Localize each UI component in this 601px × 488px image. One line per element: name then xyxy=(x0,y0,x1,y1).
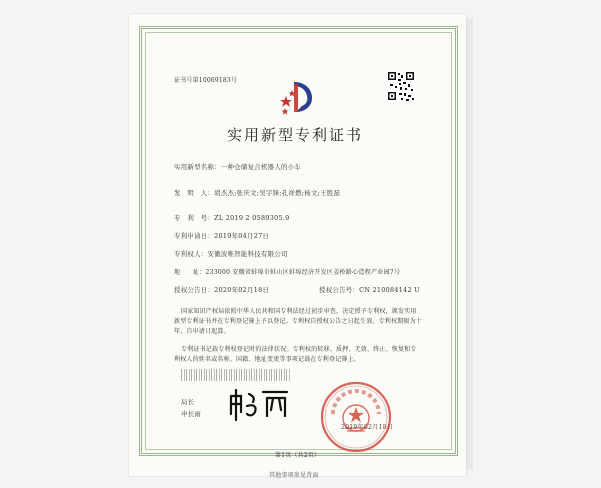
paragraph-line-4: 专利证书记载专利权登记时的法律状况。专利权的转移、质押、无效、终止、恢复和专 xyxy=(181,346,417,353)
field-patent-number: 专 利 号：ZL 2019 2 0589305.9 xyxy=(174,214,290,222)
cnipa-logo-icon xyxy=(276,76,320,120)
director-title: 局长 xyxy=(181,398,195,406)
paragraph-line-3: 年，自申请日起算。 xyxy=(174,328,230,335)
field-grant-date: 授权公告日：2020年02月18日 xyxy=(174,286,270,294)
official-seal-icon xyxy=(319,380,393,454)
certificate-title: 实用新型专利证书 xyxy=(227,126,364,144)
watermark-strip xyxy=(181,369,291,381)
seal-date: 2019年02月18日 xyxy=(341,424,394,431)
paragraph-line-1: 国家知识产权局依照中华人民共和国专利法经过初步审查，决定授予专利权，颁发实用 xyxy=(181,308,417,315)
paragraph-line-5: 利权人的姓名或名称、国籍、地址变更等事项记载在专利登记簿上。 xyxy=(174,356,361,363)
page-info: 第1页（共2页） xyxy=(275,452,321,459)
field-grant-number: 授权公告号：CN 210084142 U xyxy=(319,286,420,294)
paragraph-line-2: 新型专利证书并在专利登记簿上予以登记。专利权自授权公告之日起生效。专利权期限为十 xyxy=(174,318,423,325)
patent-certificate xyxy=(129,14,466,479)
field-inventors: 发 明 人：胡杰杰;张庆文;吴宇锋;孔祥燃;杨文;王胜磊 xyxy=(174,189,341,197)
director-signature xyxy=(227,386,293,422)
qr-code-icon xyxy=(387,71,415,102)
field-patentee: 专利权人：安徽波唯智能科技有限公司 xyxy=(174,250,288,258)
director-name: 申长雨 xyxy=(181,410,202,418)
certificate-number: 证书号第10069183号 xyxy=(174,77,238,84)
footer-note: 其他事项参见背面 xyxy=(269,472,319,479)
field-name: 实用新型名称：一种仓储复合机器人的小车 xyxy=(174,163,302,171)
field-filing-date: 专利申请日：2019年04月27日 xyxy=(174,232,270,240)
field-address: 地 址：233000 安徽省蚌埠市蚌山区蚌埠经济开发区姜桥路心造程产业园7号 xyxy=(174,269,401,276)
